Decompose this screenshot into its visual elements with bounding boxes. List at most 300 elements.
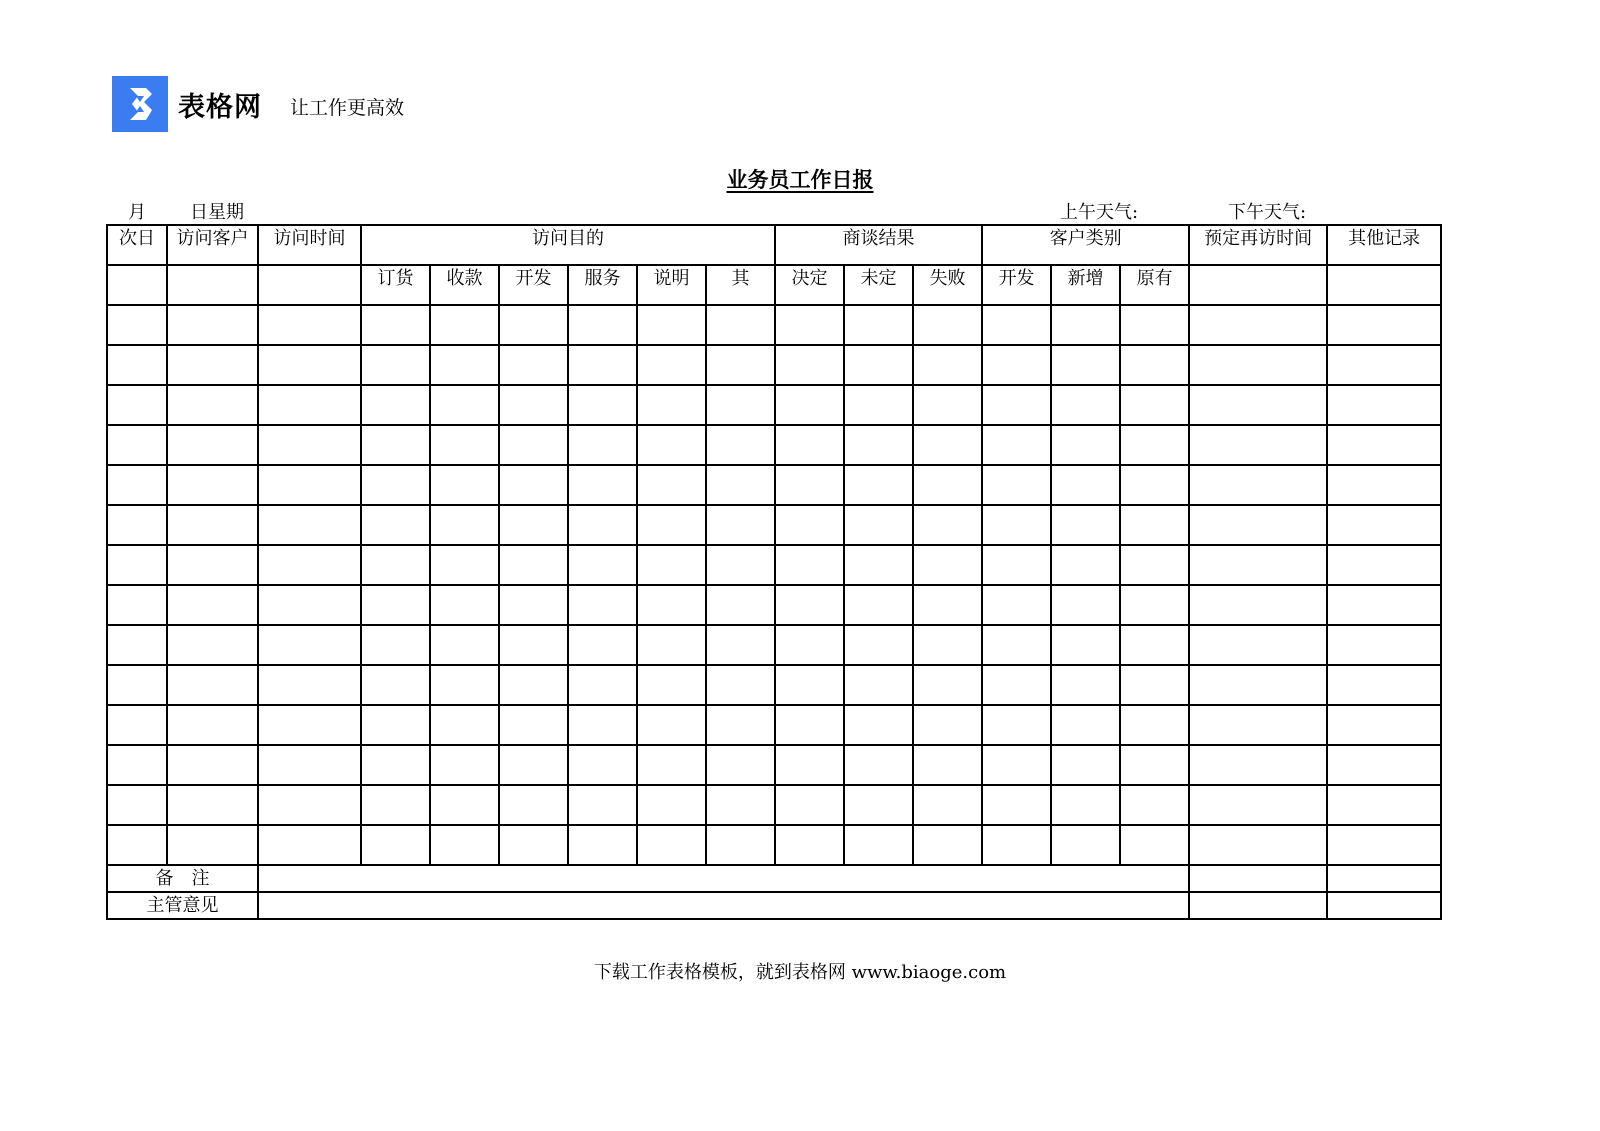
table-cell[interactable]	[1189, 385, 1327, 425]
header-time: 访问时间	[258, 225, 361, 265]
table-cell[interactable]	[107, 785, 167, 825]
table-cell[interactable]	[913, 345, 982, 385]
table-cell[interactable]	[167, 505, 258, 545]
table-cell[interactable]	[499, 465, 568, 505]
table-cell[interactable]	[775, 465, 844, 505]
table-cell[interactable]	[637, 625, 706, 665]
table-cell[interactable]	[1327, 265, 1441, 305]
table-cell[interactable]	[167, 545, 258, 585]
table-cell[interactable]	[844, 465, 913, 505]
table-cell[interactable]	[982, 345, 1051, 385]
table-cell[interactable]	[361, 705, 430, 745]
table-cell[interactable]	[430, 705, 499, 745]
table-cell[interactable]	[913, 585, 982, 625]
table-cell[interactable]	[1189, 625, 1327, 665]
table-cell[interactable]	[775, 705, 844, 745]
table-cell[interactable]	[775, 345, 844, 385]
table-cell[interactable]	[1189, 825, 1327, 865]
table-cell[interactable]	[568, 785, 637, 825]
table-cell[interactable]	[258, 785, 361, 825]
table-cell[interactable]	[167, 265, 258, 305]
table-cell[interactable]	[1051, 745, 1120, 785]
table-cell[interactable]	[430, 305, 499, 345]
table-cell[interactable]	[568, 825, 637, 865]
table-cell[interactable]	[361, 825, 430, 865]
sub-header-other: 其	[706, 265, 775, 305]
table-cell[interactable]	[1120, 825, 1189, 865]
table-cell[interactable]	[775, 785, 844, 825]
table-cell[interactable]	[775, 745, 844, 785]
table-cell[interactable]	[499, 705, 568, 745]
table-cell[interactable]	[258, 745, 361, 785]
sub-header-type-develop: 开发	[982, 265, 1051, 305]
table-cell[interactable]	[568, 625, 637, 665]
am-weather-label: 上午天气:	[1060, 202, 1139, 223]
table-cell[interactable]	[637, 665, 706, 705]
table-cell[interactable]	[706, 625, 775, 665]
table-cell[interactable]	[706, 545, 775, 585]
table-cell[interactable]	[1051, 665, 1120, 705]
table-cell[interactable]	[107, 585, 167, 625]
table-cell[interactable]	[258, 345, 361, 385]
table-cell[interactable]	[107, 625, 167, 665]
table-cell[interactable]	[637, 345, 706, 385]
table-cell[interactable]	[844, 545, 913, 585]
header-purpose: 访问目的	[361, 225, 775, 265]
table-cell[interactable]	[430, 825, 499, 865]
table-cell[interactable]	[1189, 345, 1327, 385]
table-cell[interactable]	[1120, 385, 1189, 425]
table-cell[interactable]	[107, 265, 167, 305]
table-cell[interactable]	[107, 425, 167, 465]
table-cell[interactable]	[361, 305, 430, 345]
table-cell[interactable]	[1051, 545, 1120, 585]
table-row	[107, 345, 1441, 385]
table-cell[interactable]	[568, 465, 637, 505]
table-cell[interactable]	[1189, 305, 1327, 345]
table-cell[interactable]	[499, 825, 568, 865]
table-cell[interactable]	[706, 665, 775, 705]
table-cell[interactable]	[258, 385, 361, 425]
table-cell[interactable]	[499, 385, 568, 425]
table-cell[interactable]	[1189, 705, 1327, 745]
supervisor-row-label: 主管意见	[107, 892, 258, 919]
table-cell[interactable]	[844, 585, 913, 625]
table-cell[interactable]	[430, 385, 499, 425]
table-cell[interactable]	[1327, 892, 1441, 919]
table-cell[interactable]	[1120, 585, 1189, 625]
table-cell[interactable]	[844, 825, 913, 865]
table-cell[interactable]	[107, 465, 167, 505]
table-cell[interactable]	[913, 505, 982, 545]
table-cell[interactable]	[430, 665, 499, 705]
table-cell[interactable]	[1120, 505, 1189, 545]
table-cell[interactable]	[568, 425, 637, 465]
table-cell[interactable]	[982, 665, 1051, 705]
header-day: 次日	[107, 225, 167, 265]
table-cell[interactable]	[499, 345, 568, 385]
table-cell[interactable]	[637, 545, 706, 585]
table-cell[interactable]	[107, 385, 167, 425]
table-cell[interactable]	[568, 745, 637, 785]
table-cell[interactable]	[1327, 625, 1441, 665]
table-cell[interactable]	[258, 825, 361, 865]
table-cell[interactable]	[1051, 825, 1120, 865]
sub-header-develop: 开发	[499, 265, 568, 305]
table-cell[interactable]	[499, 545, 568, 585]
table-cell[interactable]	[1189, 785, 1327, 825]
table-cell[interactable]	[637, 425, 706, 465]
table-row	[107, 705, 1441, 745]
table-cell[interactable]	[107, 345, 167, 385]
table-row	[107, 825, 1441, 865]
table-cell[interactable]	[913, 745, 982, 785]
table-cell[interactable]	[844, 665, 913, 705]
table-cell[interactable]	[568, 585, 637, 625]
table-cell[interactable]	[637, 705, 706, 745]
day-week-label: 日星期	[190, 202, 244, 223]
table-cell[interactable]	[706, 385, 775, 425]
table-cell[interactable]	[361, 625, 430, 665]
table-cell[interactable]	[1051, 465, 1120, 505]
table-cell[interactable]	[637, 305, 706, 345]
table-cell[interactable]	[107, 545, 167, 585]
table-cell[interactable]	[107, 745, 167, 785]
table-cell[interactable]	[361, 425, 430, 465]
table-cell[interactable]	[982, 385, 1051, 425]
table-cell[interactable]	[1120, 745, 1189, 785]
table-row	[107, 785, 1441, 825]
table-cell[interactable]	[982, 585, 1051, 625]
sub-header-failed: 失败	[913, 265, 982, 305]
table-cell[interactable]	[1051, 505, 1120, 545]
table-cell[interactable]	[982, 425, 1051, 465]
table-cell[interactable]	[706, 705, 775, 745]
table-row	[107, 625, 1441, 665]
table-cell[interactable]	[913, 465, 982, 505]
table-cell[interactable]	[258, 305, 361, 345]
table-cell[interactable]	[1327, 865, 1441, 892]
table-cell[interactable]	[844, 425, 913, 465]
table-cell[interactable]	[1327, 345, 1441, 385]
table-cell[interactable]	[1189, 545, 1327, 585]
document-title: 业务员工作日报	[726, 168, 874, 192]
table-cell[interactable]	[258, 585, 361, 625]
table-cell[interactable]	[430, 585, 499, 625]
brand-slogan: 让工作更高效	[290, 96, 405, 119]
table-cell[interactable]	[1189, 505, 1327, 545]
footer-text: 下载工作表格模板，就到表格网 www.biaoge.com	[593, 962, 1007, 983]
table-cell[interactable]	[568, 385, 637, 425]
table-cell[interactable]	[167, 825, 258, 865]
table-cell[interactable]	[361, 345, 430, 385]
table-cell[interactable]	[982, 705, 1051, 745]
table-cell[interactable]	[1051, 785, 1120, 825]
table-cell[interactable]	[1051, 705, 1120, 745]
table-cell[interactable]	[107, 825, 167, 865]
table-cell[interactable]	[499, 625, 568, 665]
table-cell[interactable]	[1120, 465, 1189, 505]
table-cell[interactable]	[499, 665, 568, 705]
sub-header-type-existing: 原有	[1120, 265, 1189, 305]
table-cell[interactable]	[167, 625, 258, 665]
table-cell[interactable]	[706, 305, 775, 345]
table-cell[interactable]	[1189, 465, 1327, 505]
table-cell[interactable]	[568, 345, 637, 385]
table-cell[interactable]	[1189, 425, 1327, 465]
table-cell[interactable]	[844, 745, 913, 785]
biaoge-logo-icon	[112, 76, 168, 132]
table-cell[interactable]	[1120, 545, 1189, 585]
table-cell[interactable]	[706, 345, 775, 385]
sub-header-service: 服务	[568, 265, 637, 305]
table-cell[interactable]	[258, 465, 361, 505]
sub-header-type-new: 新增	[1051, 265, 1120, 305]
table-cell[interactable]	[258, 505, 361, 545]
daily-report-table	[106, 224, 1442, 920]
table-cell[interactable]	[913, 545, 982, 585]
table-cell[interactable]	[913, 825, 982, 865]
table-cell[interactable]	[107, 505, 167, 545]
table-cell[interactable]	[982, 505, 1051, 545]
table-cell[interactable]	[430, 345, 499, 385]
table-cell[interactable]	[499, 785, 568, 825]
table-cell[interactable]	[361, 545, 430, 585]
table-row	[107, 425, 1441, 465]
table-row	[107, 665, 1441, 705]
table-cell[interactable]	[775, 665, 844, 705]
table-row	[107, 505, 1441, 545]
table-cell[interactable]	[258, 425, 361, 465]
table-cell[interactable]	[706, 585, 775, 625]
brand-name: 表格网	[178, 91, 262, 123]
table-cell[interactable]	[1051, 585, 1120, 625]
table-cell[interactable]	[1120, 305, 1189, 345]
supervisor-row	[107, 892, 1441, 919]
table-cell[interactable]	[1327, 705, 1441, 745]
table-cell[interactable]	[844, 305, 913, 345]
table-cell[interactable]	[499, 585, 568, 625]
table-cell[interactable]	[844, 705, 913, 745]
table-cell[interactable]	[167, 305, 258, 345]
table-cell[interactable]	[775, 425, 844, 465]
table-cell[interactable]	[1120, 785, 1189, 825]
month-label: 月	[128, 202, 146, 223]
table-cell[interactable]	[430, 505, 499, 545]
table-cell[interactable]	[167, 785, 258, 825]
sub-header-collection: 收款	[430, 265, 499, 305]
table-cell[interactable]	[1120, 705, 1189, 745]
table-cell[interactable]	[167, 385, 258, 425]
table-cell[interactable]	[775, 505, 844, 545]
header-other-record: 其他记录	[1327, 225, 1441, 265]
table-cell[interactable]	[167, 345, 258, 385]
table-cell[interactable]	[1327, 785, 1441, 825]
table-cell[interactable]	[430, 425, 499, 465]
table-cell[interactable]	[361, 665, 430, 705]
table-cell[interactable]	[706, 465, 775, 505]
table-cell[interactable]	[1189, 665, 1327, 705]
table-cell[interactable]	[706, 425, 775, 465]
table-cell[interactable]	[844, 625, 913, 665]
table-cell[interactable]	[430, 465, 499, 505]
table-cell[interactable]	[361, 385, 430, 425]
table-cell[interactable]	[775, 585, 844, 625]
table-cell[interactable]	[361, 585, 430, 625]
table-cell[interactable]	[1327, 425, 1441, 465]
table-cell[interactable]	[913, 785, 982, 825]
sub-header-row	[107, 265, 1441, 305]
table-cell[interactable]	[775, 825, 844, 865]
sub-header-explain: 说明	[637, 265, 706, 305]
table-cell[interactable]	[913, 425, 982, 465]
table-cell[interactable]	[107, 665, 167, 705]
remarks-row-label: 备 注	[107, 865, 258, 892]
table-cell[interactable]	[361, 745, 430, 785]
table-cell[interactable]	[1051, 345, 1120, 385]
table-cell[interactable]	[568, 505, 637, 545]
table-cell[interactable]	[913, 385, 982, 425]
table-cell[interactable]	[167, 705, 258, 745]
table-cell[interactable]	[982, 465, 1051, 505]
table-cell[interactable]	[637, 505, 706, 545]
table-cell[interactable]	[258, 625, 361, 665]
header-result: 商谈结果	[775, 225, 982, 265]
table-cell[interactable]	[1051, 305, 1120, 345]
table-cell[interactable]	[568, 665, 637, 705]
table-cell[interactable]	[844, 345, 913, 385]
table-cell[interactable]	[706, 505, 775, 545]
table-cell[interactable]	[637, 465, 706, 505]
table-row	[107, 585, 1441, 625]
table-cell[interactable]	[1189, 865, 1327, 892]
brand-header	[112, 76, 404, 132]
table-cell[interactable]	[775, 625, 844, 665]
table-cell[interactable]	[1120, 425, 1189, 465]
header-customer: 访问客户	[167, 225, 258, 265]
table-cell[interactable]	[637, 585, 706, 625]
table-cell[interactable]	[1327, 385, 1441, 425]
table-cell[interactable]	[167, 465, 258, 505]
sub-header-decided: 决定	[775, 265, 844, 305]
supervisor-row-content[interactable]	[258, 892, 1189, 919]
table-cell[interactable]	[913, 705, 982, 745]
table-cell[interactable]	[844, 785, 913, 825]
table-cell[interactable]	[913, 665, 982, 705]
table-cell[interactable]	[775, 385, 844, 425]
table-cell[interactable]	[844, 505, 913, 545]
table-cell[interactable]	[637, 385, 706, 425]
table-cell[interactable]	[1327, 665, 1441, 705]
table-cell[interactable]	[1189, 745, 1327, 785]
table-cell[interactable]	[982, 825, 1051, 865]
table-cell[interactable]	[637, 785, 706, 825]
table-cell[interactable]	[1120, 665, 1189, 705]
table-cell[interactable]	[775, 545, 844, 585]
table-cell[interactable]	[361, 465, 430, 505]
table-cell[interactable]	[1327, 585, 1441, 625]
table-cell[interactable]	[107, 305, 167, 345]
table-cell[interactable]	[258, 265, 361, 305]
table-cell[interactable]	[1327, 745, 1441, 785]
table-cell[interactable]	[844, 385, 913, 425]
header-customer-type: 客户类别	[982, 225, 1189, 265]
table-cell[interactable]	[1327, 505, 1441, 545]
table-cell[interactable]	[982, 305, 1051, 345]
table-cell[interactable]	[107, 705, 167, 745]
table-row	[107, 545, 1441, 585]
header-revisit: 预定再访时间	[1189, 225, 1327, 265]
table-row	[107, 305, 1441, 345]
table-cell[interactable]	[430, 545, 499, 585]
table-cell[interactable]	[568, 545, 637, 585]
table-cell[interactable]	[430, 745, 499, 785]
table-cell[interactable]	[913, 305, 982, 345]
table-cell[interactable]	[167, 745, 258, 785]
table-cell[interactable]	[706, 825, 775, 865]
table-cell[interactable]	[1051, 385, 1120, 425]
table-cell[interactable]	[1051, 625, 1120, 665]
remarks-row	[107, 865, 1441, 892]
table-cell[interactable]	[913, 625, 982, 665]
table-row	[107, 745, 1441, 785]
table-cell[interactable]	[258, 545, 361, 585]
table-row	[107, 465, 1441, 505]
pm-weather-label: 下午天气:	[1228, 202, 1307, 223]
table-cell[interactable]	[167, 425, 258, 465]
table-cell[interactable]	[1189, 265, 1327, 305]
sub-header-undecided: 未定	[844, 265, 913, 305]
table-cell[interactable]	[1327, 465, 1441, 505]
table-cell[interactable]	[1120, 625, 1189, 665]
table-cell[interactable]	[1189, 585, 1327, 625]
table-cell[interactable]	[1189, 892, 1327, 919]
table-cell[interactable]	[982, 545, 1051, 585]
table-cell[interactable]	[982, 785, 1051, 825]
table-cell[interactable]	[568, 305, 637, 345]
table-cell[interactable]	[982, 625, 1051, 665]
table-cell[interactable]	[1327, 825, 1441, 865]
header-row	[107, 225, 1441, 265]
table-cell[interactable]	[1120, 345, 1189, 385]
table-cell[interactable]	[167, 665, 258, 705]
table-cell[interactable]	[499, 505, 568, 545]
table-cell[interactable]	[499, 425, 568, 465]
table-cell[interactable]	[982, 745, 1051, 785]
table-cell[interactable]	[430, 785, 499, 825]
table-cell[interactable]	[568, 705, 637, 745]
table-cell[interactable]	[637, 825, 706, 865]
table-cell[interactable]	[706, 785, 775, 825]
table-cell[interactable]	[361, 785, 430, 825]
table-cell[interactable]	[361, 505, 430, 545]
table-cell[interactable]	[430, 625, 499, 665]
remarks-row-content[interactable]	[258, 865, 1189, 892]
table-cell[interactable]	[167, 585, 258, 625]
table-cell[interactable]	[706, 745, 775, 785]
table-row	[107, 385, 1441, 425]
table-cell[interactable]	[258, 705, 361, 745]
sub-header-order: 订货	[361, 265, 430, 305]
table-cell[interactable]	[1051, 425, 1120, 465]
table-cell[interactable]	[1327, 545, 1441, 585]
table-cell[interactable]	[258, 665, 361, 705]
table-cell[interactable]	[1327, 305, 1441, 345]
table-cell[interactable]	[499, 745, 568, 785]
table-cell[interactable]	[775, 305, 844, 345]
table-cell[interactable]	[499, 305, 568, 345]
table-cell[interactable]	[637, 745, 706, 785]
